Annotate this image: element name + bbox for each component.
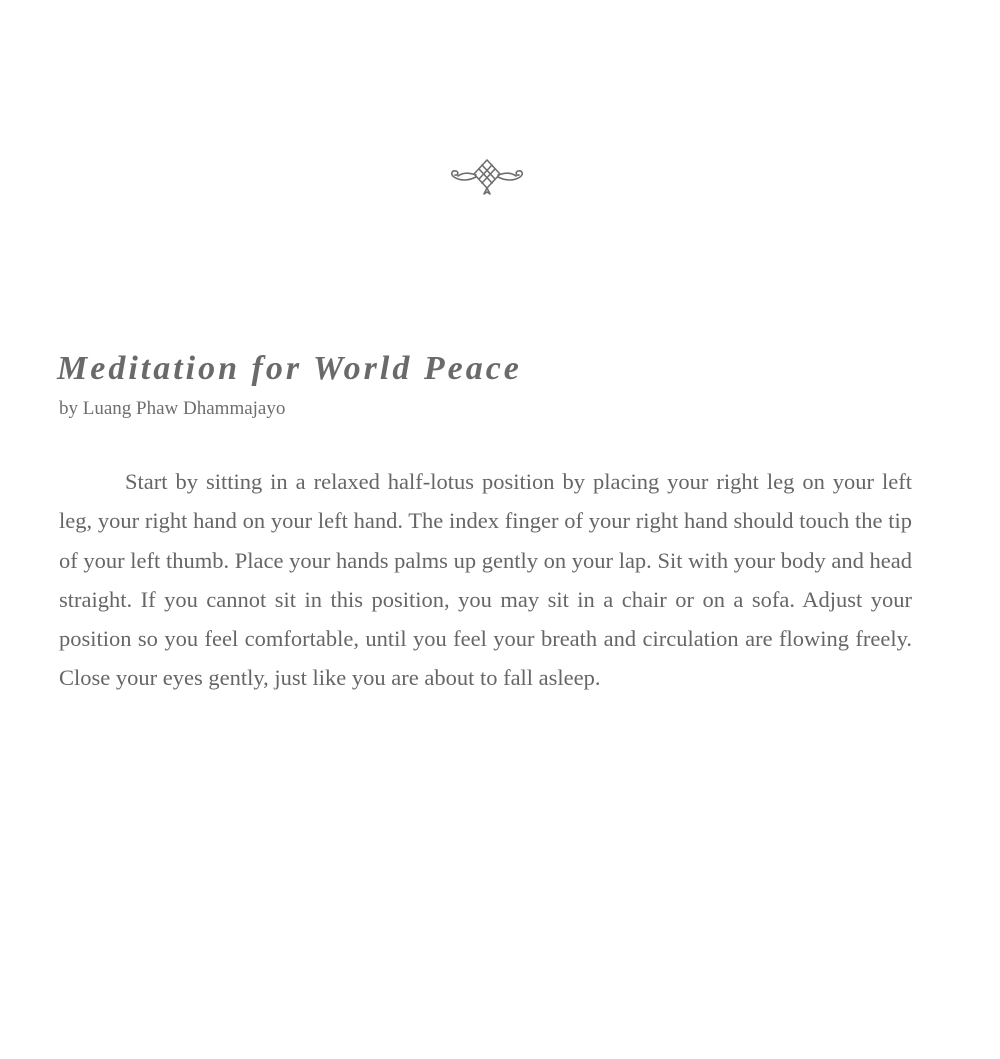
endless-knot-ornament-icon [448, 157, 526, 197]
page-title: Meditation for World Peace [57, 350, 522, 387]
body-paragraph: Start by sitting in a relaxed half-lotus position by placing your right leg on your left leg, your right hand on your left hand. The index finger of your right hand should touch the tip of your left thumb. Place your hands palms up gently on your lap. Sit with your body and head straight. If you cannot sit in this position, you may sit in a chair or on a sofa. Adjust your position so you feel comfortable, until you feel your breath and circulation are flowing freely. Close your eyes gently, just like you are about to fall asleep. [59, 469, 912, 691]
author-byline: by Luang Phaw Dhammajayo [59, 398, 286, 419]
